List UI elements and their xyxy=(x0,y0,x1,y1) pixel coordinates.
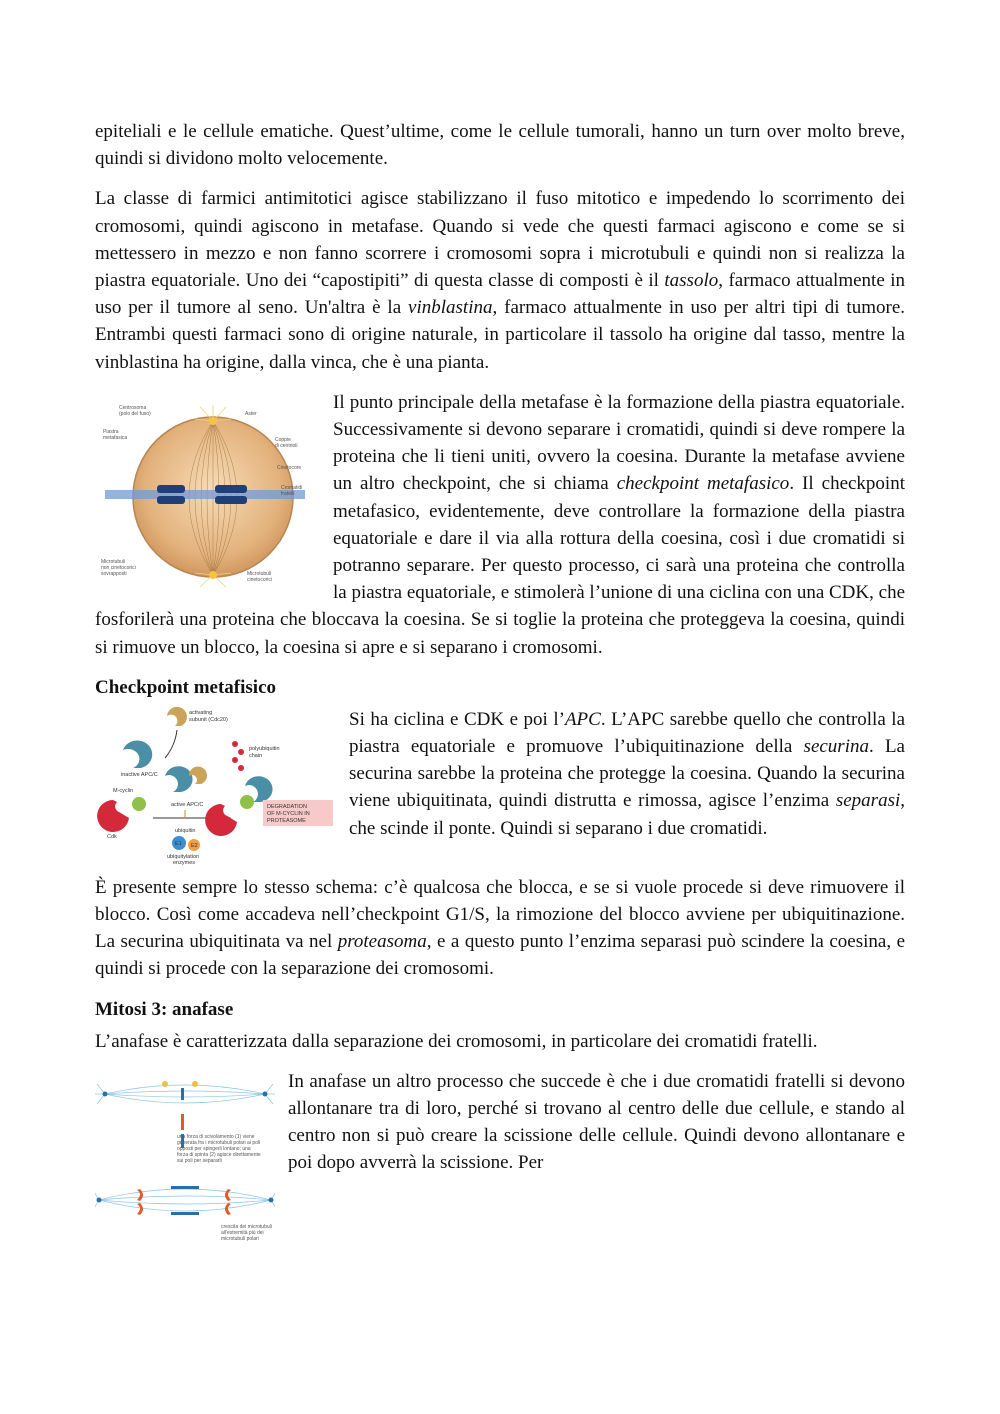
metaphase-spindle-image xyxy=(95,397,305,589)
paragraph-anaphase-definition: L’anafase è caratterizzata dalla separazione dei cromosomi, in particolare dei cromatidi fratelli. xyxy=(95,1030,818,1052)
label-force-2: generata fra i microtubuli polari ai poli xyxy=(177,1139,261,1146)
document-page xyxy=(95,118,905,1246)
paragraph-intro-end: epiteliali e le cellule ematiche. Quest’ultime, come le cellule tumorali, hanno un turn over molto breve, quindi si dividono molto velocemente. xyxy=(95,121,905,170)
paragraph-block-scheme xyxy=(95,874,905,983)
label-cromatidi: Cromatidi xyxy=(281,484,303,491)
term-securina: securina xyxy=(803,736,869,758)
apc-pathway-image xyxy=(95,706,335,866)
term-vinblastina: vinblastina xyxy=(408,297,493,319)
label-cdk: Cdk xyxy=(107,833,117,840)
anaphase-spindle-image xyxy=(95,1074,275,1244)
label-growth-3: microtubuli polari xyxy=(221,1235,259,1242)
label-degradation: DEGRADATION xyxy=(267,803,307,810)
text-span: Il punto principale della metafase è la formazione della piastra equatoriale. Successivamente si devono separare i cromatidi, quindi si deve rompere la proteina che li tieni uniti, ovvero la coesina. Durante la metafase avviene un altro checkpoint, che si chiama xyxy=(333,391,905,495)
term-checkpoint-metafasico: checkpoint metafasico xyxy=(616,473,790,495)
label-fratelli: fratelli xyxy=(281,490,295,497)
label-sovrapposti: sovrapposti xyxy=(101,570,127,577)
label-cinetocorici: cinetocorici xyxy=(247,576,273,583)
text-span: , farmaco attualmente in uso per il tumore al seno. Un'altra è la xyxy=(95,270,905,319)
apc-figure xyxy=(95,706,349,874)
label-active-apc: active APC/C xyxy=(171,801,204,808)
label-cinetocore: Cinetocore xyxy=(277,464,302,471)
label-ubiquitin: ubiquitin xyxy=(175,827,196,834)
label-force-4: forza di spinta (2) agisce direttamente xyxy=(177,1151,261,1158)
text-span: È presente sempre lo stesso schema: c’è qualcosa che blocca, e se si vuole procede si deve rimuovere il blocco. Così come accadeva nell’checkpoint G1/S, la rimozione del blocco avviene per ubiquitinazione. La securina ubiquitinata va nel xyxy=(95,876,905,953)
label-growth-2: all'estremità più dei xyxy=(221,1229,264,1236)
label-non-cinetocorici: non cinetocorici xyxy=(101,564,136,571)
label-mcyclin: M-cyclin xyxy=(113,787,134,794)
text-span: . Il checkpoint metafasico, evidentemente, deve controllare la formazione della piastra equatoriale e dare il via alla rottura della coesina, così i due cromatidi si potranno separare. Per questo processo, ci sarà una proteina che controlla la piastra equatoriale, e stimolerà l’unione di una ciclina con una CDK, che fosforilerà una proteina che bloccava la coesina. Se si toglie la proteina che proteggeva la coesina, quindi si rimuove un blocco, la coesina si apre e si separano i cromosomi. xyxy=(95,473,905,658)
anaphase-figure xyxy=(95,1074,288,1246)
label-piastra: Piastra xyxy=(103,428,119,435)
text-span: , e a questo punto l’enzima separasi può scindere la coesina, e quindi si procede con la separazione dei cromosomi. xyxy=(95,931,905,980)
label-microtubuli-2: Microtubuli xyxy=(247,570,272,577)
paragraph-antimitotic-drugs xyxy=(95,185,905,375)
term-proteasoma: proteasoma xyxy=(337,931,427,953)
label-polo-fuso: (polo del fuso) xyxy=(119,410,151,417)
label-centrosoma: Centrosoma xyxy=(119,404,147,411)
text-span: Si ha ciclina e CDK e poi l’ xyxy=(349,708,565,730)
text-span: . La securina sarebbe la proteina che protegge la coesina. Quando la securina viene ubiquitinata, quindi distrutta e rimossa, agisce l’enzima xyxy=(349,736,905,812)
label-e1: E1 xyxy=(175,840,182,847)
heading-checkpoint-metafisico: Checkpoint metafisico xyxy=(95,676,277,698)
label-metafasica: metafasica xyxy=(103,434,128,441)
label-polyubiquitin: polyubiquitin xyxy=(249,745,280,752)
label-growth-1: crescita dei microtubuli xyxy=(221,1223,272,1230)
term-separasi: separasi xyxy=(835,790,901,812)
label-e2: E2 xyxy=(191,842,198,849)
label-proteasome: PROTEASOME xyxy=(267,817,306,824)
text-span: , farmaco attualmente in uso per altri tipi di tumore. Entrambi questi farmaci sono di origine naturale, in particolare il tassolo ha origine dal tasso, mentre la vinblastina ha origine, dalla vinca, che è una pianta. xyxy=(95,297,906,373)
term-tassolo: tassolo xyxy=(664,270,719,292)
label-centrioli: di centrioli xyxy=(275,442,298,449)
label-ubiquitylation: ubiquitylation xyxy=(167,853,200,860)
paragraph-anaphase-separation: In anafase un altro processo che succede è che i due cromatidi fratelli si devono allontanare tra di loro, perché si trovano al centro delle due cellule, e stando al centro non si può creare la scissione delle cellule. Quindi devono allontanare e poi dopo avverrà la scissione. Per xyxy=(288,1070,905,1174)
label-coppie: Coppie xyxy=(275,436,291,443)
label-force-5: sui poli per separarli xyxy=(177,1157,222,1164)
label-enzymes: enzymes xyxy=(173,859,196,866)
metaphase-figure xyxy=(95,397,333,597)
text-span: , che scinde il ponte. Quindi si separano i due cromatidi. xyxy=(349,790,905,839)
text-span: . L’APC sarebbe quello che controlla la piastra equatoriale e promuove l’ubiquitinazione della xyxy=(349,708,905,758)
label-inactive-apc: inactive APC/C xyxy=(121,771,158,778)
label-activating: activating xyxy=(189,709,213,716)
label-chain: chain xyxy=(249,752,263,759)
heading-mitosi-anafase: Mitosi 3: anafase xyxy=(95,998,234,1020)
term-apc: APC xyxy=(564,708,601,730)
label-aster: Aster xyxy=(245,410,257,417)
label-subunit: subunit (Cdc20) xyxy=(189,716,228,723)
text-span: La classe di farmici antimitotici agisce stabilizzano il fuso mitotico e impedendo lo scorrimento dei cromosomi, quindi agiscono in metafase. Quando si vede che questi farmaci agiscono e come se si mettessero in mezzo e non fanno scorrere i cromosomi sopra i microtubuli e quindi non si realizza la piastra equatoriale. Uno dei “capostipiti” di questa classe di composti è il xyxy=(95,188,905,292)
label-force-1: una forza di scivolamento (1) viene xyxy=(177,1133,255,1140)
label-force-3: opposti per spingerli lontano; una xyxy=(177,1145,251,1152)
label-microtubuli: Microtubuli xyxy=(101,558,126,565)
label-of-mcyclin: OF M-CYCLIN IN xyxy=(267,810,310,817)
